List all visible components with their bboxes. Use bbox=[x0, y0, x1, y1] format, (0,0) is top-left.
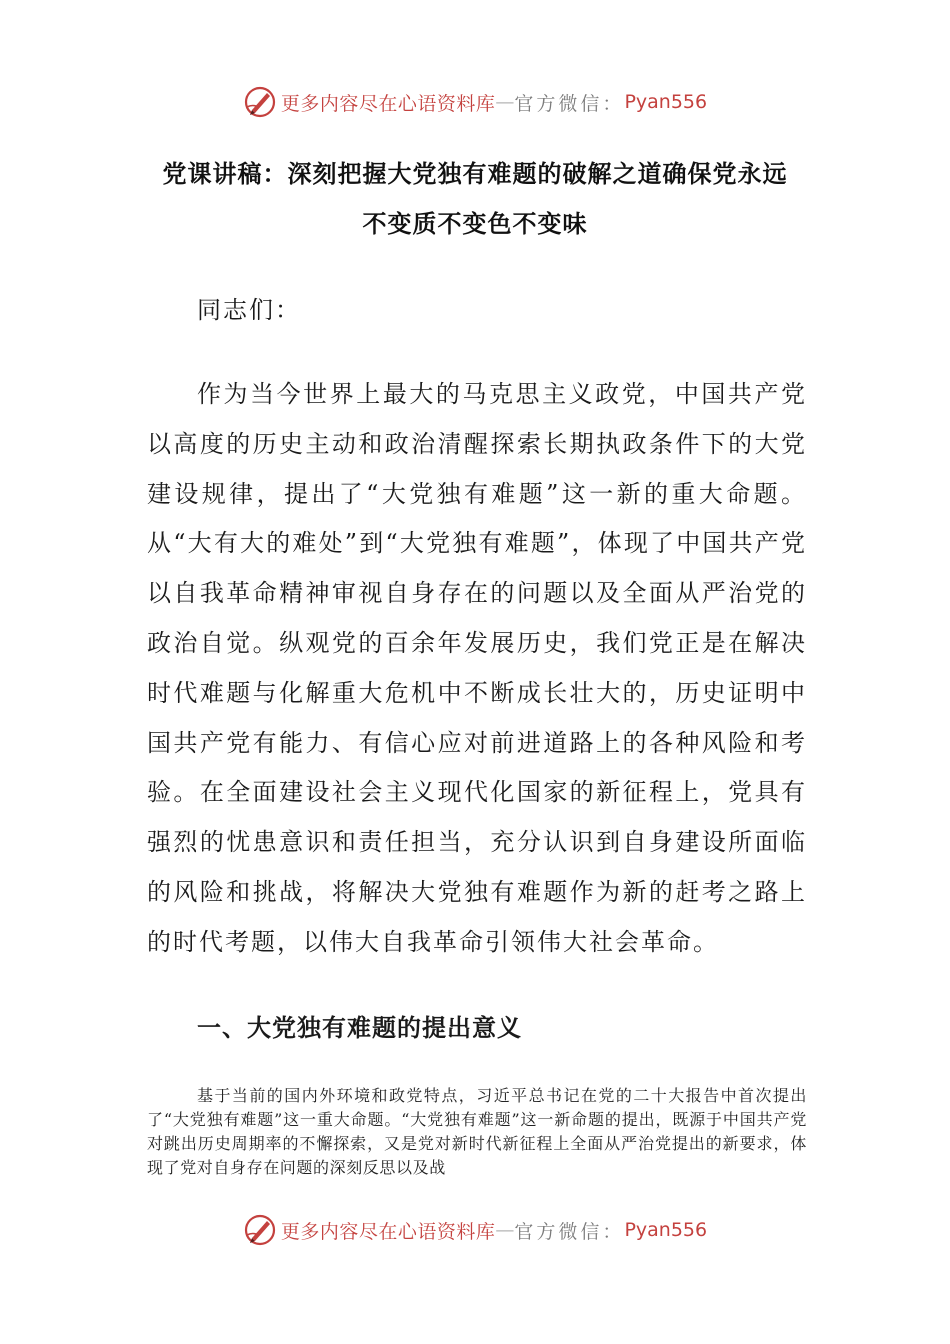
footer-banner bbox=[0, 1208, 950, 1252]
banner-wechat-id: Pyan556 bbox=[624, 91, 708, 113]
salutation: 同志们： bbox=[197, 296, 301, 324]
header-banner bbox=[0, 80, 950, 124]
banner-wechat-label: 官方微信： bbox=[514, 1220, 625, 1243]
banner-dash: — bbox=[495, 91, 515, 113]
document-title-line-1: 党课讲稿：深刻把握大党独有难题的破解之道确保党永远 bbox=[162, 160, 788, 188]
section-heading: 一、大党独有难题的提出意义 bbox=[197, 1014, 522, 1042]
banner-wechat-label: 官方微信： bbox=[514, 92, 625, 115]
banner-wechat-id: Pyan556 bbox=[624, 1219, 708, 1241]
pen-logo-icon bbox=[243, 85, 277, 119]
intro-paragraph: 作为当今世界上最大的马克思主义政党，中国共产党以高度的历史主动和政治清醒探索长期执政条件下的大党建设规律，提出了“大党独有难题”这一新的重大命题。从“大有大的难处”到“大党独有难题”，体现了中国共产党以自我革命精神审视自身存在的问题以及全面从严治党的政治自觉。纵观党的百余年发展历史，我们党正是在解决时代难题与化解重大危机中不断成长壮大的，历史证明中国共产党有能力、有信心应对前进道路上的各种风险和考验。在全面建设社会主义现代化国家的新征程上，党具有强烈的忧患意识和责任担当，充分认识到自身建设所面临的风险和挑战，将解决大党独有难题作为新的赶考之路上的时代考题，以伟大自我革命引领伟大社会革命。 bbox=[147, 380, 807, 956]
document-title-line-2: 不变质不变色不变味 bbox=[362, 210, 588, 238]
banner-brand-text: 更多内容尽在心语资料库 bbox=[280, 92, 496, 115]
section-paragraph: 基于当前的国内外环境和政党特点，习近平总书记在党的二十大报告中首次提出了“大党独有难题”这一重大命题。“大党独有难题”这一新命题的提出，既源于中国共产党对跳出历史周期率的不懈探索，又是党对新时代新征程上全面从严治党提出的新要求，体现了党对自身存在问题的深刻反思以及战 bbox=[147, 1086, 807, 1177]
pen-logo-icon bbox=[243, 1213, 277, 1247]
banner-brand-text: 更多内容尽在心语资料库 bbox=[280, 1220, 496, 1243]
banner-dash: — bbox=[495, 1219, 515, 1241]
